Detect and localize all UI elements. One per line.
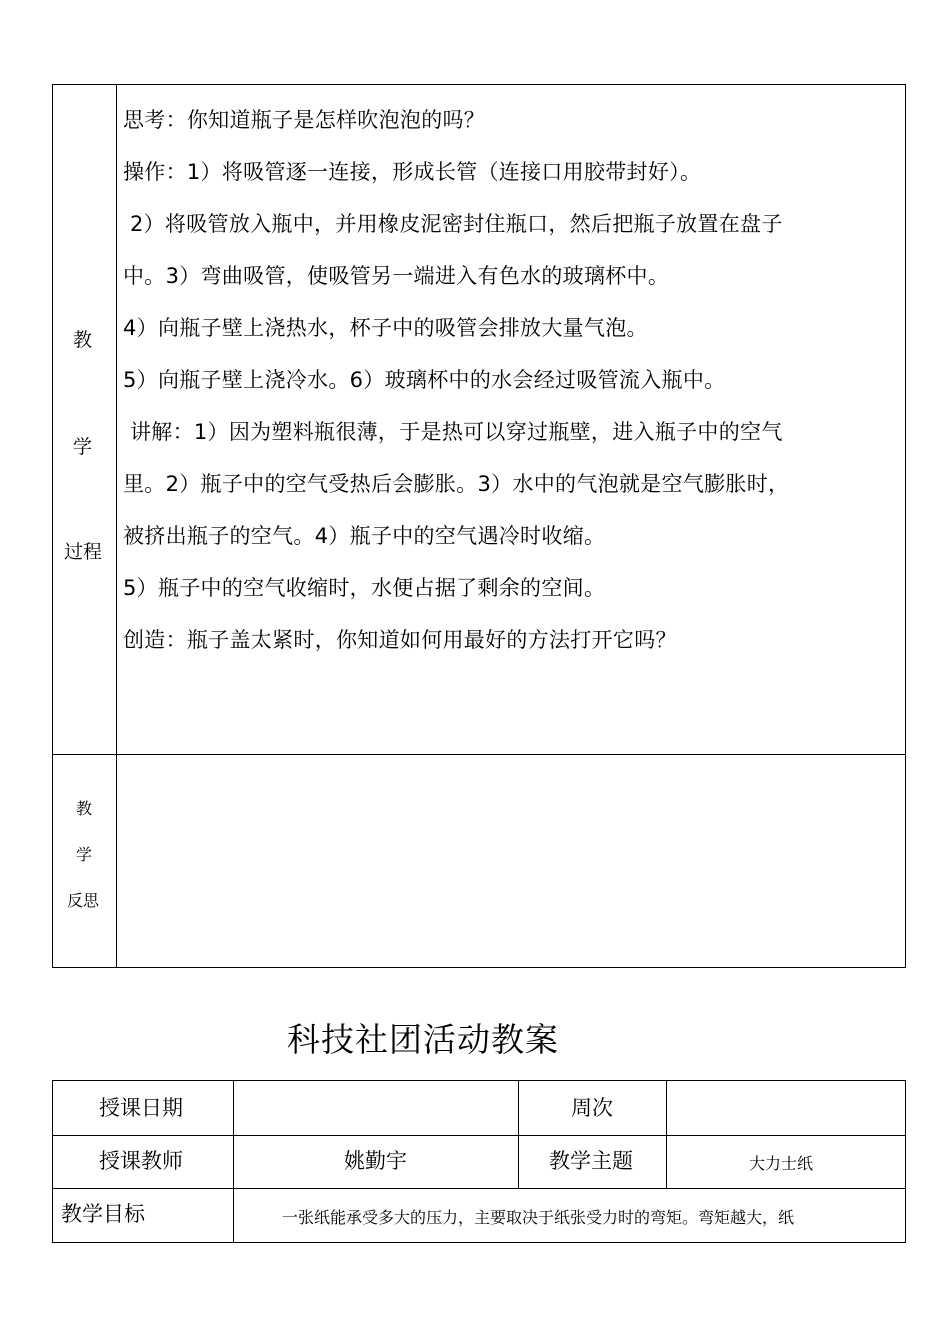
process-line: 创造：瓶子盖太紧时，你知道如何用最好的方法打开它吗？	[123, 628, 677, 652]
page-title: 科技社团活动教案	[287, 1020, 559, 1059]
process-line: 操作：1）将吸管逐一连接，形成长管（连接口用胶带封好）。	[123, 160, 702, 184]
reflection-label-teach: 教	[76, 799, 93, 818]
table-divider	[52, 1188, 906, 1189]
side-label-learn: 学	[73, 436, 93, 458]
date-label: 授课日期	[99, 1096, 183, 1120]
teacher-value: 姚勤宇	[344, 1149, 407, 1173]
process-line: 被挤出瓶子的空气。4）瓶子中的空气遇冷时收缩。	[123, 524, 606, 548]
goal-value: 一张纸能承受多大的压力，主要取决于纸张受力时的弯矩。弯矩越大，纸	[282, 1208, 795, 1227]
teacher-label: 授课教师	[99, 1149, 183, 1173]
table-divider	[52, 754, 906, 755]
theme-value: 大力士纸	[749, 1154, 814, 1173]
theme-label: 教学主题	[549, 1149, 633, 1173]
process-line: 2）将吸管放入瓶中，并用橡皮泥密封住瓶口，然后把瓶子放置在盘子	[123, 212, 783, 236]
process-line: 5）瓶子中的空气收缩时，水便占据了剩余的空间。	[123, 576, 606, 600]
process-line: 5）向瓶子壁上浇冷水。6）玻璃杯中的水会经过吸管流入瓶中。	[123, 368, 726, 392]
side-label-teach: 教	[73, 329, 93, 351]
reflection-label-learn: 学	[76, 845, 93, 864]
process-line: 4）向瓶子壁上浇热水，杯子中的吸管会排放大量气泡。	[123, 316, 648, 340]
table-divider	[52, 1135, 906, 1136]
process-line: 思考：你知道瓶子是怎样吹泡泡的吗？	[123, 108, 486, 132]
process-line: 里。2）瓶子中的空气受热后会膨胀。3）水中的气泡就是空气膨胀时，	[123, 472, 790, 496]
reflection-label-reflect: 反思	[67, 891, 100, 910]
table-divider	[116, 84, 117, 968]
week-label: 周次	[571, 1096, 613, 1120]
side-label-process: 过程	[64, 541, 103, 563]
goal-label: 教学目标	[61, 1202, 145, 1226]
table-divider	[233, 1080, 234, 1243]
process-line: 讲解：1）因为塑料瓶很薄，于是热可以穿过瓶壁，进入瓶子中的空气	[123, 420, 783, 444]
process-line: 中。3）弯曲吸管，使吸管另一端进入有色水的玻璃杯中。	[123, 264, 670, 288]
